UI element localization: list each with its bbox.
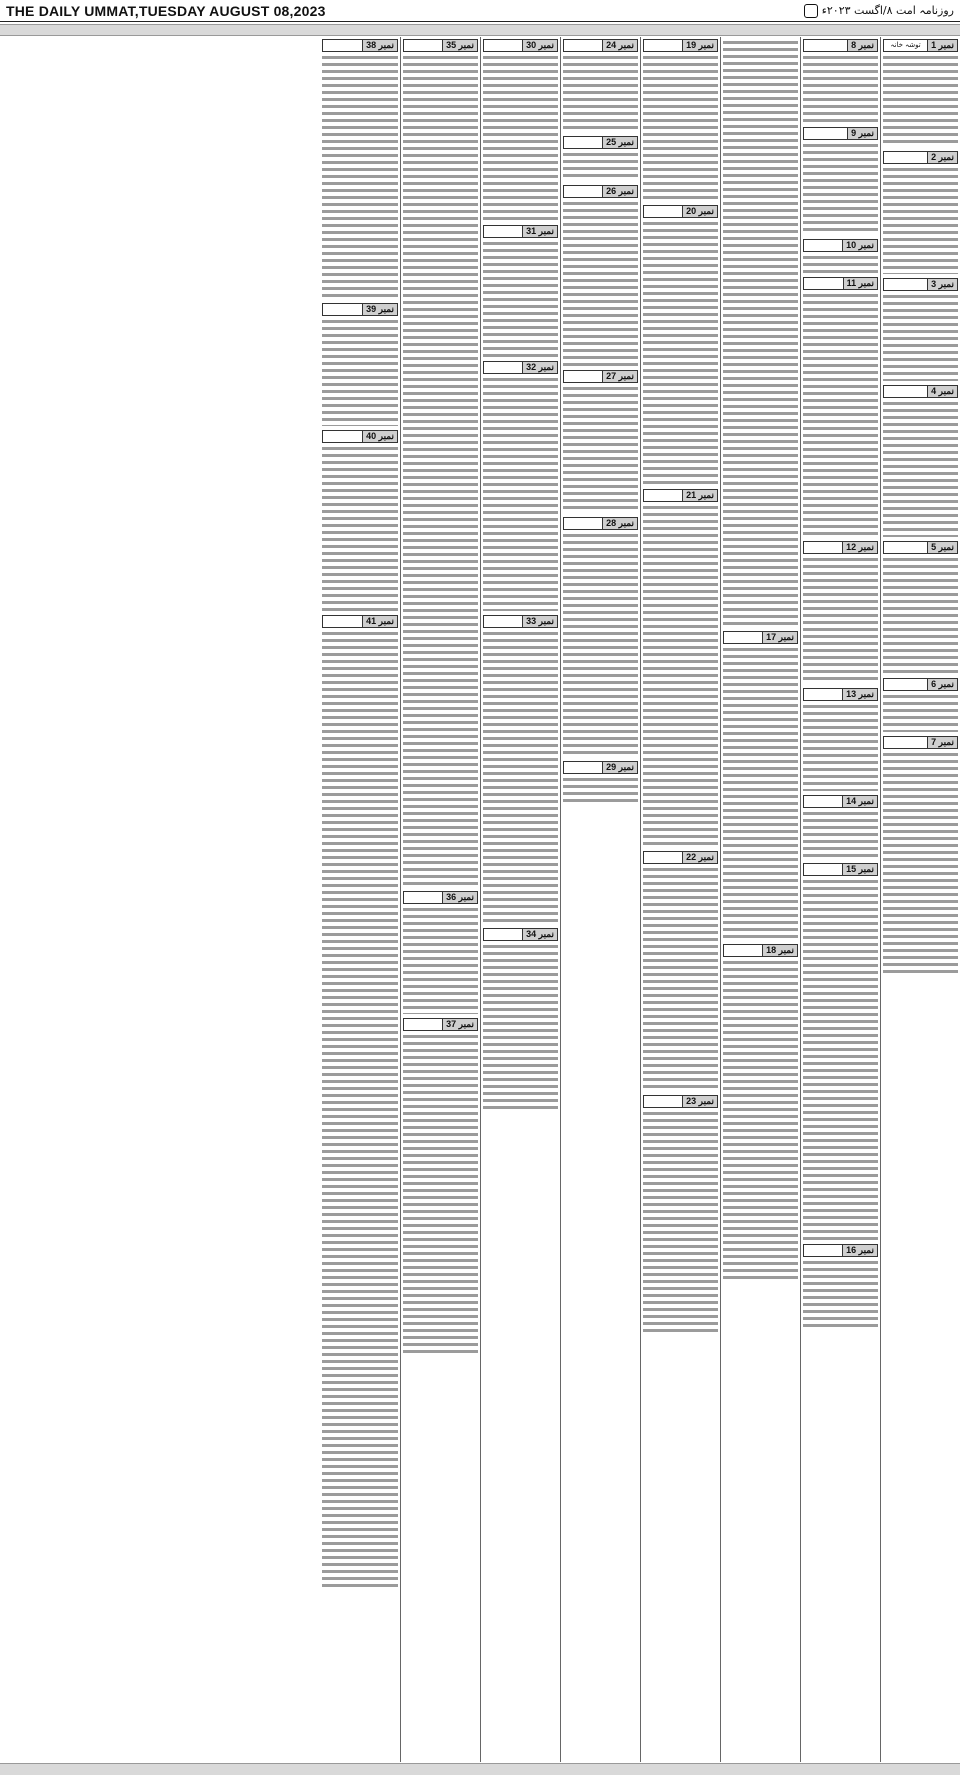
news-item-header (803, 863, 878, 876)
news-item-number: نمبر 33 (522, 616, 557, 627)
news-item-header (563, 370, 638, 383)
news-item (483, 615, 558, 924)
news-column-4 (640, 37, 720, 1762)
news-item-title (323, 40, 362, 51)
news-item-body-text (643, 866, 718, 1091)
news-item-header (563, 761, 638, 774)
news-item-number: نمبر 17 (762, 632, 797, 643)
news-item-number: نمبر 23 (682, 1096, 717, 1107)
news-item (803, 39, 878, 123)
masthead (0, 0, 960, 22)
news-item-title (564, 186, 602, 197)
news-item-body-text (883, 54, 958, 147)
news-item-body-text (803, 1259, 878, 1328)
news-item-header (643, 205, 718, 218)
news-item-number: نمبر 37 (442, 1019, 477, 1030)
news-item-header (563, 39, 638, 52)
news-item-header (723, 631, 798, 644)
news-item-number: نمبر 6 (927, 679, 957, 690)
news-item-number: نمبر 40 (362, 431, 397, 442)
news-item-body-text (563, 776, 638, 805)
news-item-header (483, 39, 558, 52)
news-item (723, 631, 798, 940)
news-item (483, 225, 558, 358)
news-item-title (644, 40, 682, 51)
news-item-body-text (322, 54, 398, 299)
news-item-body-text (803, 556, 878, 683)
news-item-number: نمبر 25 (602, 137, 637, 148)
news-item-body-text (803, 878, 878, 1241)
news-item-body-text (563, 385, 638, 512)
news-item-title (884, 279, 927, 290)
news-item-number: نمبر 35 (442, 40, 477, 51)
news-item (803, 127, 878, 235)
news-item-title (564, 40, 602, 51)
news-item-header (803, 239, 878, 252)
news-column-1 (880, 37, 960, 1762)
news-item (803, 863, 878, 1241)
news-item-header (883, 151, 958, 164)
news-item (403, 39, 478, 887)
news-item-body-text (483, 54, 558, 221)
news-item-header (803, 277, 878, 290)
news-item-number: نمبر 4 (927, 386, 957, 397)
news-item (803, 541, 878, 683)
news-item-body-text (723, 959, 798, 1282)
news-item-header (803, 39, 878, 52)
news-item-body-text (883, 693, 958, 732)
news-item (803, 688, 878, 791)
news-item-title (884, 386, 927, 397)
news-item-body-text (803, 810, 878, 859)
news-item-number: نمبر 10 (842, 240, 877, 251)
news-item-header (883, 385, 958, 398)
news-item-header (322, 39, 398, 52)
news-item-header (883, 278, 958, 291)
news-item (803, 1244, 878, 1328)
news-item-body-text (883, 293, 958, 381)
news-item (563, 517, 638, 757)
news-item-title (484, 362, 522, 373)
news-item-number: نمبر 36 (442, 892, 477, 903)
news-item-title (323, 616, 362, 627)
news-item-title (404, 1019, 442, 1030)
news-item-header (803, 541, 878, 554)
news-item-number: نمبر 41 (362, 616, 397, 627)
news-item-title (804, 689, 842, 700)
news-item (883, 39, 958, 147)
footer-rule-bar (0, 1763, 960, 1775)
news-item-number: نمبر 24 (602, 40, 637, 51)
news-item-title (564, 762, 602, 773)
news-item-number: نمبر 26 (602, 186, 637, 197)
news-item-body-text (403, 54, 478, 887)
news-item-body-text (643, 220, 718, 485)
news-item-number: نمبر 9 (847, 128, 877, 139)
news-item-number: نمبر 22 (682, 852, 717, 863)
news-item-title (804, 40, 847, 51)
news-item-header (322, 303, 398, 316)
news-item-header (643, 851, 718, 864)
news-item (563, 39, 638, 132)
news-item-body-text (883, 751, 958, 976)
urdu-date-line: روزنامہ امت ۸/اگست ۲۰۲۳ء (821, 3, 954, 17)
news-item-header (563, 517, 638, 530)
news-item-title (484, 226, 522, 237)
news-item-header (803, 688, 878, 701)
news-item (803, 795, 878, 859)
news-item-header (563, 185, 638, 198)
news-item-body-text (483, 376, 558, 611)
news-column-2 (800, 37, 880, 1762)
news-item-body-text (563, 200, 638, 367)
news-item-number: نمبر 5 (927, 542, 957, 553)
news-item-body-text (563, 54, 638, 132)
news-item-number: نمبر 15 (842, 864, 877, 875)
news-item-header (483, 225, 558, 238)
news-item-header (563, 136, 638, 149)
news-item-body-text (883, 166, 958, 274)
news-item-body-text (322, 445, 398, 612)
news-item-title (484, 40, 522, 51)
news-item-body-text (643, 54, 718, 201)
news-item-number: نمبر 16 (842, 1245, 877, 1256)
news-item-title (323, 304, 362, 315)
news-item-header (403, 1018, 478, 1031)
news-item-number: نمبر 38 (362, 40, 397, 51)
news-item-header (883, 736, 958, 749)
news-item (643, 205, 718, 485)
news-item-number: نمبر 32 (522, 362, 557, 373)
news-item-title (804, 240, 842, 251)
news-column-7 (400, 37, 480, 1762)
news-item (883, 541, 958, 674)
news-item-body-text (483, 630, 558, 924)
news-item-number: نمبر 39 (362, 304, 397, 315)
news-item-body-text (403, 906, 478, 1014)
news-item-body-text (643, 504, 718, 847)
news-item-body-text (322, 630, 398, 1590)
news-item-title (724, 945, 762, 956)
news-item-body-text (643, 1110, 718, 1335)
news-item-body-text (563, 151, 638, 180)
news-item-title (884, 152, 927, 163)
news-item-number: نمبر 27 (602, 371, 637, 382)
news-item (322, 303, 398, 426)
news-item-body-text (563, 532, 638, 757)
news-item (883, 151, 958, 274)
news-item-number: نمبر 28 (602, 518, 637, 529)
news-item (403, 1018, 478, 1356)
news-item (563, 136, 638, 180)
news-item-title (884, 542, 927, 553)
header-rule-bar (0, 24, 960, 36)
news-item-number: نمبر 14 (842, 796, 877, 807)
news-item (322, 39, 398, 299)
news-item-number: نمبر 3 (927, 279, 957, 290)
news-item-body-text (483, 943, 558, 1110)
news-item-title (804, 1245, 842, 1256)
news-item-title (644, 206, 682, 217)
news-item-number: نمبر 1 (927, 40, 957, 51)
news-item-title (484, 616, 522, 627)
news-item-number: نمبر 21 (682, 490, 717, 501)
news-item-number: نمبر 7 (927, 737, 957, 748)
news-item-header (883, 541, 958, 554)
news-item-number: نمبر 13 (842, 689, 877, 700)
news-item-title (323, 431, 362, 442)
news-item-header (403, 39, 478, 52)
news-item-header (643, 39, 718, 52)
news-item-body-text (723, 646, 798, 940)
news-item-body-text (403, 1033, 478, 1356)
news-item-header (483, 928, 558, 941)
news-item-number: نمبر 29 (602, 762, 637, 773)
news-item-number: نمبر 31 (522, 226, 557, 237)
news-item-title (644, 852, 682, 863)
news-item-body-text (723, 39, 798, 627)
news-item-header (322, 430, 398, 443)
news-item-header (803, 1244, 878, 1257)
news-item-title (804, 278, 843, 289)
news-item (883, 736, 958, 976)
news-item-title (804, 542, 842, 553)
news-item-title (884, 679, 927, 690)
newspaper-logo-icon (804, 4, 818, 18)
news-item-body-text (803, 54, 878, 123)
news-item (883, 278, 958, 381)
news-item-body-text (322, 318, 398, 426)
news-item (322, 430, 398, 612)
news-item-header (883, 39, 958, 52)
news-item-header (883, 678, 958, 691)
news-column-5 (560, 37, 640, 1762)
news-item-body-text (803, 703, 878, 791)
news-item-header (723, 944, 798, 957)
news-item-title (804, 864, 842, 875)
news-item-number: نمبر 30 (522, 40, 557, 51)
news-item-title (804, 128, 847, 139)
news-item-title: توشہ خانہ (890, 41, 921, 49)
news-item-number: نمبر 19 (682, 40, 717, 51)
news-item-header (483, 615, 558, 628)
news-item-title (884, 737, 927, 748)
news-item-body-text (803, 142, 878, 235)
news-item (643, 1095, 718, 1335)
news-item (483, 928, 558, 1110)
news-column-8 (320, 37, 400, 1762)
news-item (883, 678, 958, 732)
news-item-title (644, 490, 682, 501)
news-item (483, 361, 558, 611)
news-item-title (404, 892, 442, 903)
news-item (563, 185, 638, 367)
news-item (803, 277, 878, 537)
news-item-body-text (803, 254, 878, 274)
news-item-header (803, 127, 878, 140)
news-item-body-text (883, 400, 958, 537)
english-masthead-title: THE DAILY UMMAT,TUESDAY AUGUST 08,2023 (6, 2, 326, 19)
news-item-header (803, 795, 878, 808)
news-item-title (564, 137, 602, 148)
news-item (803, 239, 878, 274)
news-item (643, 851, 718, 1091)
urdu-masthead-title (800, 4, 954, 18)
news-item (723, 39, 798, 627)
news-item-number: نمبر 2 (927, 152, 957, 163)
news-item-number: نمبر 34 (522, 929, 557, 940)
news-item (563, 370, 638, 512)
news-item (643, 39, 718, 201)
news-item-title (564, 518, 602, 529)
news-item-title (724, 632, 762, 643)
news-item (483, 39, 558, 221)
news-item-number: نمبر 12 (842, 542, 877, 553)
news-item-title (644, 1096, 682, 1107)
news-item-body-text (483, 240, 558, 358)
news-item-header (322, 615, 398, 628)
news-item-body-text (883, 556, 958, 674)
news-item-number: نمبر 8 (847, 40, 877, 51)
news-item-header (643, 489, 718, 502)
news-item (563, 761, 638, 805)
news-item (723, 944, 798, 1282)
news-item-number: نمبر 20 (682, 206, 717, 217)
news-columns (0, 37, 960, 1762)
news-item-body-text (803, 292, 878, 537)
news-item (883, 385, 958, 537)
news-item-title (484, 929, 522, 940)
news-item-title (404, 40, 442, 51)
news-item-number: نمبر 18 (762, 945, 797, 956)
news-item (403, 891, 478, 1014)
news-item-header (483, 361, 558, 374)
news-item-header (403, 891, 478, 904)
news-item-title (564, 371, 602, 382)
news-item-header (643, 1095, 718, 1108)
news-item-title (804, 796, 842, 807)
news-column-3 (720, 37, 800, 1762)
news-item (322, 615, 398, 1590)
news-item (643, 489, 718, 847)
news-item-number: نمبر 11 (843, 278, 877, 289)
news-column-6 (480, 37, 560, 1762)
